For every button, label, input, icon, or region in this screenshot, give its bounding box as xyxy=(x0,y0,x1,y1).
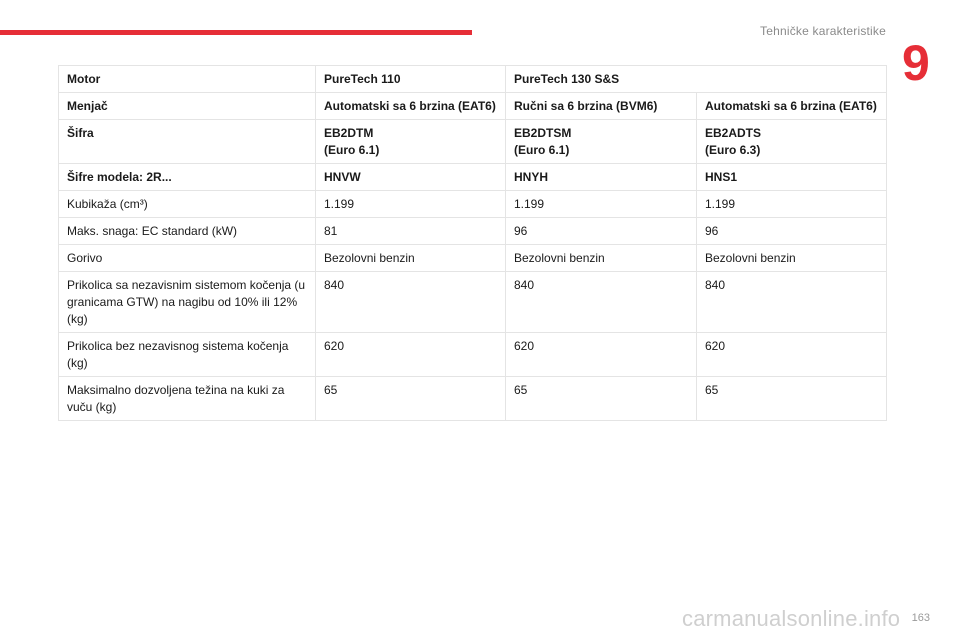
table-cell xyxy=(316,120,506,164)
table-cell: 620 xyxy=(697,333,887,377)
table-cell: Ručni sa 6 brzina (BVM6) xyxy=(506,93,697,120)
table-cell xyxy=(506,120,697,164)
table-cell: 840 xyxy=(316,272,506,333)
cell-line: (Euro 6.1) xyxy=(514,143,570,157)
row-label: Gorivo xyxy=(59,245,316,272)
table-cell: HNS1 xyxy=(697,164,887,191)
table-cell: 1.199 xyxy=(316,191,506,218)
page-number: 163 xyxy=(911,612,930,624)
row-label: Motor xyxy=(59,66,316,93)
specifications-table xyxy=(58,65,887,421)
table-cell: 1.199 xyxy=(697,191,887,218)
table-cell: 96 xyxy=(506,218,697,245)
table-row xyxy=(59,93,887,120)
table-cell: PureTech 130 S&S xyxy=(506,66,887,93)
table-cell xyxy=(697,120,887,164)
table-row xyxy=(59,377,887,421)
row-label: Maksimalno dozvoljena težina na kuki za vuču (kg) xyxy=(59,377,316,421)
cell-line: EB2DTSM xyxy=(514,126,572,140)
table-cell: 620 xyxy=(506,333,697,377)
table-cell: 65 xyxy=(506,377,697,421)
table-cell: HNVW xyxy=(316,164,506,191)
row-label: Šifre modela: 2R... xyxy=(59,164,316,191)
table-row xyxy=(59,333,887,377)
table-cell: Bezolovni benzin xyxy=(506,245,697,272)
row-label: Šifra xyxy=(59,120,316,164)
row-label: Maks. snaga: EC standard (kW) xyxy=(59,218,316,245)
table-row xyxy=(59,164,887,191)
watermark: carmanualsonline.info xyxy=(682,606,901,631)
table-row xyxy=(59,191,887,218)
table-cell: 1.199 xyxy=(506,191,697,218)
table-row xyxy=(59,66,887,93)
table-cell: 65 xyxy=(316,377,506,421)
chapter-number: 9 xyxy=(902,35,930,91)
row-label: Prikolica sa nezavisnim sistemom kočenja (u granicama GTW) na nagibu od 10% ili 12% (kg) xyxy=(59,272,316,333)
header-accent-bar xyxy=(0,30,472,35)
table-cell: 840 xyxy=(697,272,887,333)
row-label: Kubikaža (cm³) xyxy=(59,191,316,218)
cell-line: (Euro 6.3) xyxy=(705,143,761,157)
cell-line: EB2ADTS xyxy=(705,126,762,140)
table-cell: Automatski sa 6 brzina (EAT6) xyxy=(697,93,887,120)
table-cell: 840 xyxy=(506,272,697,333)
table-cell: 620 xyxy=(316,333,506,377)
row-label: Prikolica bez nezavisnog sistema kočenja (kg) xyxy=(59,333,316,377)
table-cell: Bezolovni benzin xyxy=(316,245,506,272)
chapter-title: Tehničke karakteristike xyxy=(760,24,886,38)
cell-line: (Euro 6.1) xyxy=(324,143,380,157)
table-cell: Automatski sa 6 brzina (EAT6) xyxy=(316,93,506,120)
table-cell: 96 xyxy=(697,218,887,245)
cell-line: EB2DTM xyxy=(324,126,374,140)
table-row xyxy=(59,272,887,333)
row-label: Menjač xyxy=(59,93,316,120)
table-cell: 81 xyxy=(316,218,506,245)
table-row xyxy=(59,120,887,164)
table-cell: PureTech 110 xyxy=(316,66,506,93)
table-row xyxy=(59,245,887,272)
table-cell: 65 xyxy=(697,377,887,421)
table-cell: HNYH xyxy=(506,164,697,191)
table-row xyxy=(59,218,887,245)
table-cell: Bezolovni benzin xyxy=(697,245,887,272)
